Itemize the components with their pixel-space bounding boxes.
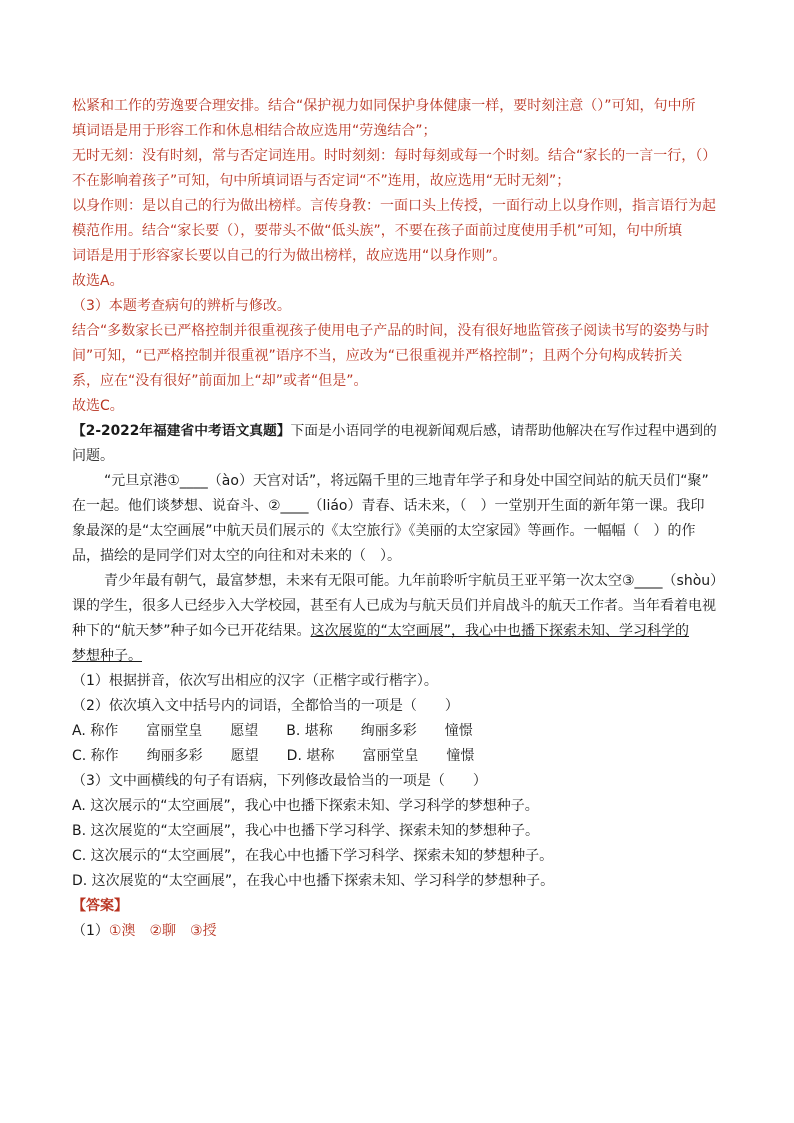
analysis-block (72, 94, 727, 419)
sub-question-1: （1）根据拼音，依次写出相应的汉字（正楷字或行楷字）。 (72, 673, 438, 689)
passage-line: 青少年最有朝气，最富梦想，未来有无限可能。九年前聆听宇航员王亚平第一次太空③____（shòu） (104, 573, 725, 589)
sub-question-2: （2）依次填入文中括号内的词语，全都恰当的一项是（ ） (72, 698, 459, 714)
analysis-line: 间”可知，“已严格控制并很重视”语序不当，应改为“已很重视并严格控制”；且两个分句构成转折关 (72, 348, 683, 364)
answer-text: ①澳 ②聊 ③授 (108, 923, 217, 939)
option-d: D. 这次展览的“太空画展”，在我心中也播下探索未知、学习科学的梦想种子。 (72, 873, 555, 889)
analysis-line: 松紧和工作的劳逸要合理安排。结合“保护视力如同保护身体健康一样，要时刻注意（）”可知，句中所 (72, 98, 696, 114)
analysis-line: 以身作则：是以自己的行为做出榜样。言传身教：一面口头上传授，一面行动上以身作则，指言语行为起 (72, 198, 716, 214)
underlined-sentence: 梦想种子。 (72, 648, 142, 664)
passage-line: 在一起。他们谈梦想、说奋斗、②____（liáo）青春、话未来，（ ）一堂别开生面的新年第一课。我印 (72, 498, 705, 514)
passage-line: 象最深的是“太空画展”中航天员们展示的《太空旅行》《美丽的太空家园》等画作。一幅幅（ ）的作 (72, 523, 696, 539)
analysis-line: 填词语是用于形容工作和休息相结合故应选用“劳逸结合”； (72, 123, 437, 139)
option-a: A. 这次展示的“太空画展”，我心中也播下探索未知、学习科学的梦想种子。 (72, 798, 539, 814)
analysis-conclusion: 故选C。 (72, 398, 124, 414)
option-c: C. 这次展示的“太空画展”，在我心中也播下学习科学、探索未知的梦想种子。 (72, 848, 554, 864)
option-b: B. 这次展览的“太空画展”，我心中也播下学习科学、探索未知的梦想种子。 (72, 823, 540, 839)
answer-line: （1）①澳 ②聊 ③授 (72, 923, 217, 939)
analysis-line: 不在影响着孩子”可知，句中所填词语与否定词“不”连用，故应选用“无时无刻”； (72, 173, 571, 189)
option-line: A. 称作 富丽堂皇 愿望 B. 堪称 绚丽多彩 憧憬 (72, 723, 473, 739)
question-source-tag: 【2-2022年福建省中考语文真题】 (72, 423, 291, 439)
analysis-line: 词语是用于形容家长要以自己的行为做出榜样，故应选用“以身作则”。 (72, 248, 507, 264)
answer-heading: 【答案】 (72, 898, 128, 914)
question-intro-cont: 问题。 (72, 448, 114, 464)
document-page (72, 94, 727, 944)
underlined-sentence: 这次展览的“太空画展”，我心中也播下探索未知、学习科学的 (310, 623, 690, 639)
answer-block (72, 894, 727, 944)
passage-line: 种下的“航天梦”种子如今已开花结果。这次展览的“太空画展”，我心中也播下探索未知、学习科学的 (72, 623, 690, 639)
analysis-line: 系，应在“没有很好”前面加上“却”或者“但是”。 (72, 373, 368, 389)
analysis-line: （3）本题考查病句的辨析与修改。 (72, 298, 291, 314)
passage-line (72, 644, 727, 669)
sub-question-3: （3）文中画横线的句子有语病，下列修改最恰当的一项是（ ） (72, 773, 487, 789)
passage-line: “元旦京港①____（ào）天宫对话”，将远隔千里的三地青年学子和身处中国空间站的航天员们“聚” (104, 473, 709, 489)
analysis-line: 无时无刻：没有时刻，常与否定词连用。时时刻刻：每时每刻或每一个时刻。结合“家长的一言一行，（） (72, 148, 717, 164)
question-intro: 【2-2022年福建省中考语文真题】下面是小语同学的电视新闻观后感，请帮助他解决在写作过程中遇到的 (72, 423, 717, 439)
analysis-line: 结合“多数家长已严格控制并很重视孩子使用电子产品的时间，没有很好地监管孩子阅读书写的姿势与时 (72, 323, 710, 339)
question-block (72, 419, 727, 894)
option-line: C. 称作 绚丽多彩 愿望 D. 堪称 富丽堂皇 憧憬 (72, 748, 475, 764)
passage-line: 品，描绘的是同学们对太空的向往和对未来的（ ）。 (72, 548, 401, 564)
analysis-conclusion: 故选A。 (72, 273, 124, 289)
analysis-line: 模范作用。结合“家长要（），要带头不做“低头族”，不要在孩子面前过度使用手机”可知，句中所填 (72, 223, 683, 239)
passage-line: 课的学生，很多人已经步入大学校园，甚至有人已成为与航天员们并肩战斗的航天工作者。当年看着电视 (72, 598, 716, 614)
